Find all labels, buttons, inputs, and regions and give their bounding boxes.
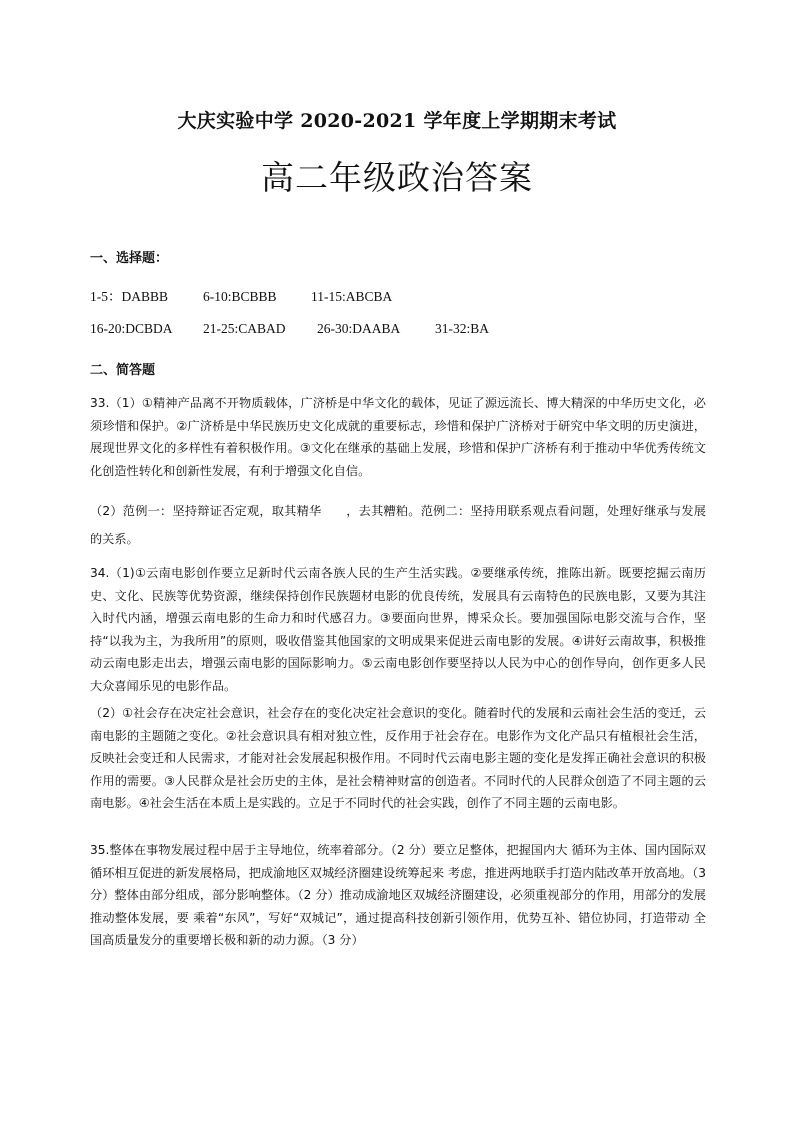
answer-group: 16-20:DCBDA (90, 321, 173, 336)
answer-33-part-1: 33.（1）①精神产品离不开物质载体，广济桥是中华文化的载体，见证了源远流长、博大精深的中华历史文化，必须珍惜和保护。②广济桥是中华民族历史文化成就的重要标志，珍惜和保护广济桥对于研究中华文明的历史演进，展现世界文化的多样性有着积极作用。③文化在继承的基础上发展，珍惜和保护广济桥有利于推动中华优秀传统文化创造性转化和创新性发展，有利于增强文化自信。 (90, 396, 706, 478)
answer-35: 35.整体在事物发展过程中居于主导地位，统率着部分。（2 分）要立足整体，把握国内大 循环为主体、国内国际双循环相互促进的新发展格局，把成渝地区双城经济圈建设统筹起来 考虑，推进两地联手打造内陆改革开放高地。（3 分）整体由部分组成，部分影响整体。（2 分）推动成渝地区双城经济圈建设，必须重视部分的作用，用部分的发展推动整体发展，要 乘着“东风”，写好“双城记”，通过提高科技创新引领作用，优势互补、错位协同，打造带动 全国高质量发分的重要增长极和新的动力源。（3 分） (90, 843, 706, 948)
answer-group: 21-25:CABAD (203, 321, 286, 336)
answer-34-part-1: 34.（1)①云南电影创作要立足新时代云南各族人民的生产生活实践。②要继承传统，推陈出新。既要挖掘云南历史、文化、民族等优势资源，继续保持创作民族题材电影的优良传统，发展具有云南特色的民族电影，又要为其注入时代内涵，增强云南电影的生命力和时代感召力。③要面向世界，博采众长。要加强国际电影交流与合作，坚持“以我为主，为我所用”的原则，吸收借鉴其他国家的文明成果来促进云南电影的发展。④讲好云南故事，积极推动云南电影走出去，增强云南电影的国际影响力。⑤云南电影创作要坚持以人民为中心的创作导向，创作更多人民大众喜闻乐见的电影作品。 (90, 566, 706, 693)
answer-group: 6-10:BCBBB (203, 289, 277, 304)
answer-33-part-2: （2）范例一：坚持辩证否定观，取其精华 ，去其糟粕。范例二：坚持用联系观点看问题，处理好继承与发展的关系。 (90, 504, 706, 546)
choice-answers-row-1 (90, 285, 392, 305)
page-title: 高二年级政治答案 (261, 158, 533, 197)
answer-group: 26-30:DAABA (317, 321, 401, 336)
choice-answers-row-2 (90, 321, 489, 337)
answer-group: 31-32:BA (435, 321, 489, 336)
section-heading-choice: 一、选择题： (90, 251, 169, 266)
exam-title: 大庆实验中学 2020-2021 学年度上学期期末考试 (177, 110, 617, 132)
section-heading-short-answer: 二、简答题 (90, 363, 156, 378)
answer-group: 1-5：DABBB (90, 289, 169, 304)
answer-group: 11-15:ABCBA (311, 289, 393, 304)
answer-34-part-2: （2）①社会存在决定社会意识，社会存在的变化决定社会意识的变化。随着时代的发展和云南社会生活的变迁，云南电影的主题随之变化。②社会意识具有相对独立性，反作用于社会存在。电影作为文化产品只有植根社会生活，反映社会变迁和人民需求，才能对社会发展起积极作用。不同时代云南电影主题的变化是发挥正确社会意识的积极作用的需要。③人民群众是社会历史的主体，是社会精神财富的创造者。不同时代的人民群众创造了不同主题的云南电影。④社会生活在本质上是实践的。立足于不同时代的社会实践，创作了不同主题的云南电影。 (90, 706, 706, 811)
